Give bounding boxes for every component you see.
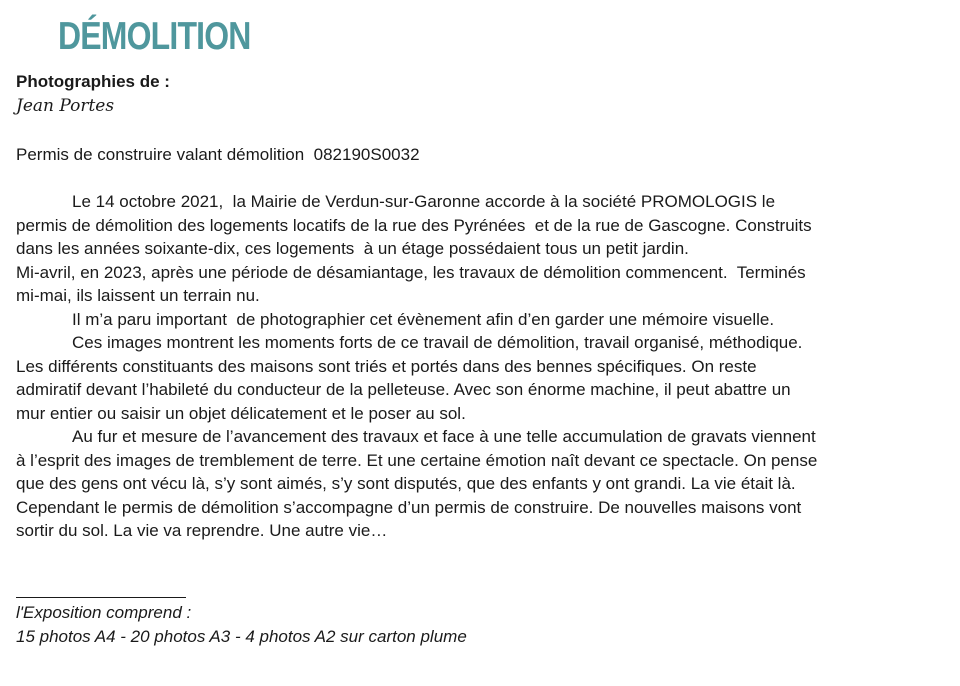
photographer-name: Jean Portes (16, 96, 115, 116)
permit-reference: Permis de construire valant démolition 082190S0032 (16, 145, 420, 164)
body-line: admiratif devant l’habileté du conducteur de la pelleteuse. Avec son énorme machine, il peut abattre un (16, 380, 791, 399)
page-title: DÉMOLITION (58, 15, 251, 58)
body-line: à l’esprit des images de tremblement de terre. Et une certaine émotion naît devant ce spectacle. On pense (16, 450, 818, 470)
body-line: Il m’a paru important de photographier cet évènement afin d’en garder une mémoire visuelle. (72, 309, 775, 329)
body-line: Les différents constituants des maisons sont triés et portés dans des bennes spécifiques. On reste (16, 356, 757, 376)
body-line: que des gens ont vécu là, s’y sont aimés, s’y sont disputés, que des enfants y ont grandi. La vie était là. (16, 474, 796, 493)
exposition-items: 15 photos A4 - 20 photos A3 - 4 photos A2 sur carton plume (16, 627, 467, 646)
body-line: Ces images montrent les moments forts de ce travail de démolition, travail organisé, méthodique. (72, 333, 803, 352)
body-line: sortir du sol. La vie va reprendre. Une autre vie… (16, 521, 388, 540)
body-line: Le 14 octobre 2021, la Mairie de Verdun-sur-Garonne accorde à la société PROMOLOGIS le (72, 192, 776, 211)
exposition-label: l'Exposition comprend : (16, 603, 192, 622)
body-text (16, 190, 936, 543)
body-line: mur entier ou saisir un objet délicatement et le poser au sol. (16, 403, 466, 423)
body-line: Cependant le permis de démolition s’accompagne d’un permis de construire. De nouvelles maisons vont (16, 497, 802, 517)
body-line: Au fur et mesure de l’avancement des travaux et face à une telle accumulation de gravats viennent (72, 427, 816, 446)
separator-line (16, 597, 186, 598)
body-line: Mi-avril, en 2023, après une période de désamiantage, les travaux de démolition commencent. Terminés (16, 262, 806, 282)
body-line: mi-mai, ils laissent un terrain nu. (16, 286, 260, 305)
credits-label: Photographies de : (16, 72, 170, 91)
body-line: dans les années soixante-dix, ces logements à un étage possédaient tous un petit jardin. (16, 239, 689, 258)
body-line: permis de démolition des logements locatifs de la rue des Pyrénées et de la rue de Gascogne. Construits (16, 215, 812, 235)
